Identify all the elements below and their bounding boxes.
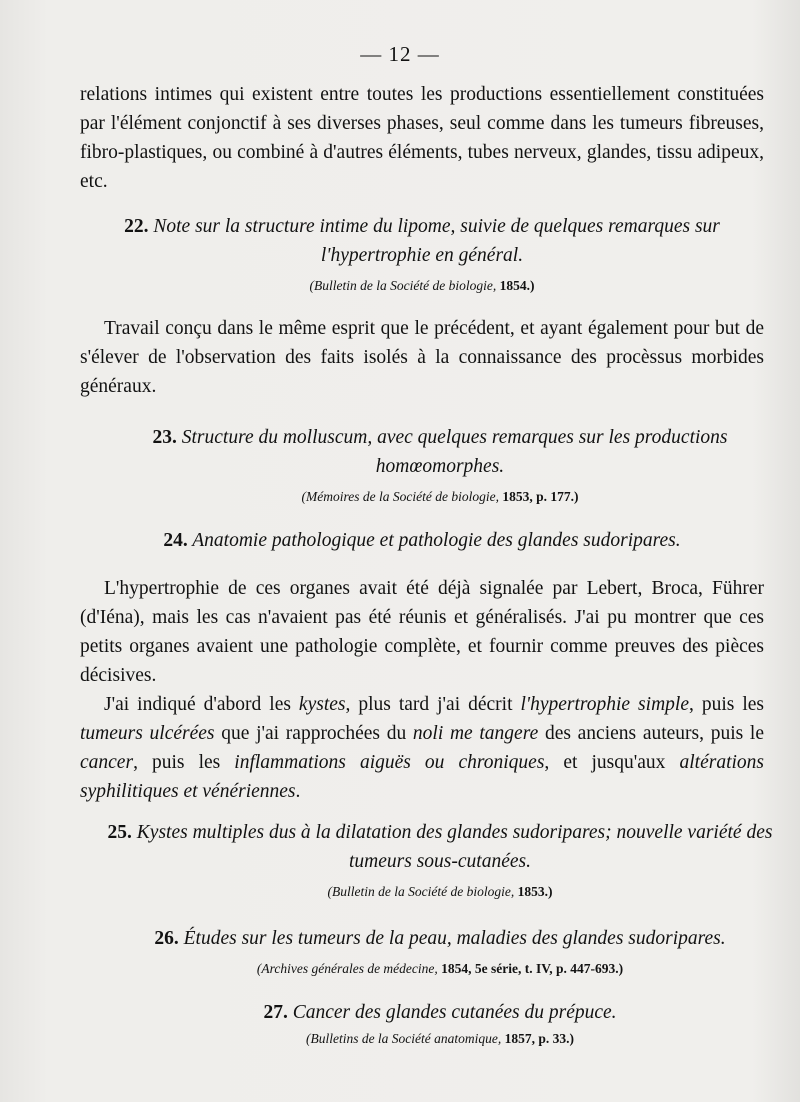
entry-23-source xyxy=(130,487,750,507)
entry-23-title: Structure du molluscum, avec quelques remarques sur les productions homœomorphes. xyxy=(181,427,728,477)
entry-24-d2-cancer: cancer xyxy=(80,752,134,773)
entry-24-description-block xyxy=(80,574,764,806)
entry-25-source-year: 1853.) xyxy=(517,884,553,899)
entry-22-number: 22. xyxy=(124,216,149,237)
entry-27-source xyxy=(100,1029,780,1049)
entry-24-description-1: L'hypertrophie de ces organes avait été déjà signalée par Lebert, Broca, Führer (d'Iéna), mais les cas n'avaient pas été réunis et généralisés. J'ai pu montrer que ces petits organes avaient une pathologie complète, et fournir comme preuves des pièces décisives. xyxy=(80,578,764,686)
entry-22-source-year: 1854.) xyxy=(499,278,535,293)
entry-26-heading xyxy=(100,924,780,953)
entry-22-heading xyxy=(80,212,764,270)
entry-27 xyxy=(100,998,780,1049)
entry-24-d2-text-2: , plus tard j'ai décrit xyxy=(345,694,521,715)
entry-24-d2-text-5: des anciens auteurs, puis le xyxy=(538,723,764,744)
entry-24-d2-text-1: J'ai indiqué d'abord les xyxy=(104,694,299,715)
entry-23 xyxy=(130,423,750,507)
entry-27-heading xyxy=(100,998,780,1027)
entry-25-title: Kystes multiples dus à la dilatation des glandes sudoripares; nouvelle variété des tumeurs sous-cutanées. xyxy=(136,822,773,872)
entry-27-source-journal: (Bulletins de la Société anatomique, xyxy=(305,1031,502,1046)
entry-24-d2-text-3: , puis les xyxy=(688,694,764,715)
entry-26-source-journal: (Archives générales de médecine, xyxy=(256,961,438,976)
entry-23-source-journal: (Mémoires de la Société de biologie, xyxy=(301,489,499,504)
entry-24-d2-text-6: , puis les xyxy=(133,752,235,773)
entry-24-d2-text-7: , et jusqu'aux xyxy=(544,752,680,773)
entry-26-source-detail: 1854, 5e série, t. IV, p. 447-693.) xyxy=(441,961,624,976)
entry-26-number: 26. xyxy=(154,928,179,949)
entry-22-title: Note sur la structure intime du lipome, suivie de quelques remarques sur l'hypertrophie en général. xyxy=(153,216,720,266)
entry-24-title: Anatomie pathologique et pathologie des glandes sudoripares. xyxy=(192,530,681,551)
entry-25 xyxy=(100,818,780,902)
entry-27-title: Cancer des glandes cutanées du prépuce. xyxy=(292,1002,617,1023)
entry-23-heading xyxy=(130,423,750,481)
entry-24-d2-inflammations: inflammations aiguës ou chroniques xyxy=(234,752,545,773)
entry-22-source-journal: (Bulletin de la Société de biologie, xyxy=(309,278,497,293)
entry-24 xyxy=(80,526,764,555)
entry-27-number: 27. xyxy=(263,1002,288,1023)
entry-22 xyxy=(80,212,764,296)
entry-24-heading xyxy=(80,526,764,555)
entry-26 xyxy=(100,924,780,979)
entry-24-d2-tumeurs: tumeurs ulcérées xyxy=(80,723,215,744)
entry-24-d2-noli: noli me tangere xyxy=(412,723,539,744)
entry-25-heading xyxy=(100,818,780,876)
entry-25-source xyxy=(100,882,780,902)
entry-27-source-detail: 1857, p. 33.) xyxy=(504,1031,575,1046)
entry-24-number: 24. xyxy=(163,530,188,551)
entry-22-source xyxy=(80,276,764,296)
entry-24-description-2 xyxy=(80,690,764,806)
page-number: — 12 — xyxy=(360,42,440,66)
intro-paragraph: relations intimes qui existent entre toutes les productions essentiellement constituées par l'élément conjonctif à ses diverses phases, seul comme dans les tumeurs fibreuses, fibro-plastiques, ou combiné à d'autres éléments, tubes nerveux, glandes, tissu adipeux, etc. xyxy=(80,84,764,192)
entry-23-source-detail: 1853, p. 177.) xyxy=(502,489,579,504)
entry-24-d2-text-8: . xyxy=(295,781,301,802)
entry-24-d2-hypertrophie: l'hypertrophie simple xyxy=(520,694,689,715)
entry-26-title: Études sur les tumeurs de la peau, maladies des glandes sudoripares. xyxy=(183,928,726,949)
entry-24-d2-kystes: kystes xyxy=(298,694,346,715)
entry-25-source-journal: (Bulletin de la Société de biologie, xyxy=(327,884,515,899)
entry-22-description: Travail conçu dans le même esprit que le précédent, et ayant également pour but de s'élever de l'observation des faits isolés à la connaissance des procèssus morbides généraux. xyxy=(80,318,764,397)
entry-24-d2-text-4: que j'ai rapprochées du xyxy=(214,723,413,744)
entry-23-number: 23. xyxy=(152,427,177,448)
entry-24-d2-alterations: altérations syphilitiques et vénériennes xyxy=(80,752,764,802)
entry-25-number: 25. xyxy=(107,822,132,843)
entry-22-description-block xyxy=(80,314,764,401)
intro-block xyxy=(80,80,764,196)
entry-26-source xyxy=(100,959,780,979)
